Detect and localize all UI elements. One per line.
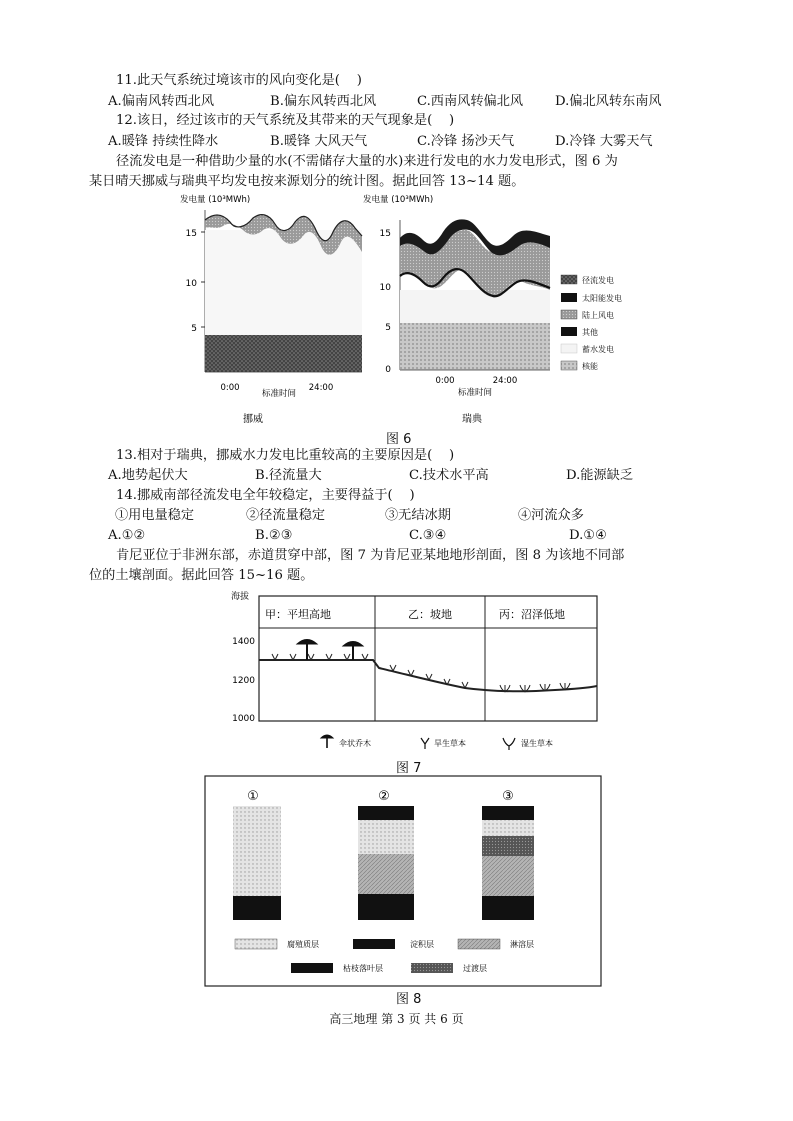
q11-option-c: C.西南风转偏北风 [417, 94, 524, 109]
q11-stem: 11.此天气系统过境该市的风向变化是( ) [116, 73, 362, 88]
fig8-legend-eluvial: 淋溶层 [510, 940, 534, 949]
fig6-left-xlabel: 标准时间 [261, 389, 297, 399]
fig8-profile-1-label: ① [247, 789, 259, 804]
fig6-legend-other: 其他 [582, 328, 598, 337]
fig8-legend-humus: 腐殖质层 [287, 940, 319, 949]
fig6-left-name: 挪威 [243, 414, 263, 425]
q14-item-3: ③无结冰期 [385, 508, 451, 523]
q13-option-b: B.径流量大 [255, 468, 322, 483]
q14-item-1: ①用电量稳定 [115, 508, 195, 523]
intro2-line2: 位的土壤剖面。据此回答 15~16 题。 [89, 568, 314, 583]
fig6-legend-solar: 太阳能发电 [582, 294, 622, 303]
q12-option-c: C.冷锋 扬沙天气 [417, 134, 515, 149]
fig7-caption: 图 7 [396, 761, 422, 776]
fig6-legend-onshore-wind: 陆上风电 [582, 311, 614, 320]
fig6-right-xlabel: 标准时间 [457, 388, 493, 398]
fig7-zone-yi: 乙：坡地 [408, 608, 452, 621]
fig6-left-xtick-0000: 0:00 [220, 383, 240, 393]
fig7-zone-jia: 甲：平坦高地 [265, 608, 331, 621]
fig8-profile-3-label: ③ [502, 789, 514, 804]
fig8-legend-illuvial: 淀积层 [410, 940, 434, 949]
fig6-left-xtick-2400: 24:00 [308, 383, 334, 393]
figure-8 [203, 774, 603, 988]
fig6-right-ytick-0: 0 [385, 365, 391, 375]
q12-option-a: A.暖锋 持续性降水 [108, 134, 219, 149]
fig6-left-unit-label: 发电量 (10³MWh) [180, 195, 251, 205]
q14-option-a: A.①② [108, 528, 146, 543]
q14-stem: 14.挪威南部径流发电全年较稳定，主要得益于( ) [116, 488, 415, 503]
intro1-line1: 径流发电是一种借助少量的水(不需储存大量的水)来进行发电的水力发电形式，图 6 为 [116, 154, 618, 169]
q14-option-b: B.②③ [255, 528, 293, 543]
q11-option-a: A.偏南风转西北风 [108, 94, 215, 109]
q12-stem: 12.该日，经过该市的天气系统及其带来的天气现象是( ) [116, 113, 455, 128]
fig8-caption: 图 8 [396, 992, 422, 1007]
fig6-right-name: 瑞典 [462, 414, 482, 425]
intro1-line2: 某日晴天挪威与瑞典平均发电按来源划分的统计图。据此回答 13~14 题。 [89, 174, 525, 189]
fig6-left-ytick-15: 15 [185, 229, 197, 239]
fig7-legend-dry-grass: 旱生草本 [434, 739, 466, 748]
fig6-legend-runoff: 径流发电 [582, 276, 614, 285]
q11-option-b: B.偏东风转西北风 [270, 94, 377, 109]
fig6-right-xtick-0000: 0:00 [435, 376, 455, 386]
q14-option-c: C.③④ [409, 528, 447, 543]
fig7-ytick-1000: 1000 [232, 714, 255, 724]
fig7-ytick-1200: 1200 [232, 676, 255, 686]
fig7-zone-bing: 丙：沼泽低地 [499, 608, 565, 621]
page-footer: 高三地理 第 3 页 共 6 页 [329, 1012, 464, 1026]
q13-stem: 13.相对于瑞典，挪威水力发电比重较高的主要原因是( ) [116, 448, 455, 463]
fig6-right-ytick-5: 5 [385, 323, 391, 333]
fig7-legend-wet-grass: 湿生草本 [521, 739, 553, 748]
fig7-ylabel: 海拔 [231, 592, 250, 602]
fig8-profile-1 [233, 806, 281, 896]
figure-7 [225, 588, 605, 756]
fig7-legend-tree: 伞状乔木 [339, 739, 371, 748]
q14-option-d: D.①④ [569, 528, 607, 543]
q13-option-d: D.能源缺乏 [566, 468, 634, 483]
fig6-right-ytick-15: 15 [379, 229, 391, 239]
fig6-legend-reservoir: 蓄水发电 [582, 345, 614, 354]
figure-6 [175, 190, 585, 430]
q13-option-a: A.地势起伏大 [108, 468, 188, 483]
fig6-right-xtick-2400: 24:00 [492, 376, 518, 386]
q14-item-2: ②径流量稳定 [246, 508, 326, 523]
fig6-legend-nuclear: 核能 [582, 362, 598, 371]
fig6-left-ytick-10: 10 [185, 279, 197, 289]
fig6-left-ytick-5: 5 [191, 324, 197, 334]
fig8-profile-3 [482, 806, 534, 820]
fig8-profile-2 [358, 806, 414, 820]
fig7-ytick-1400: 1400 [232, 637, 255, 647]
fig6-caption: 图 6 [386, 432, 412, 447]
q12-option-b: B.暖锋 大风天气 [270, 134, 368, 149]
fig6-right-ytick-10: 10 [379, 283, 391, 293]
q13-option-c: C.技术水平高 [409, 468, 489, 483]
intro2-line1: 肯尼亚位于非洲东部，赤道贯穿中部，图 7 为肯尼亚某地地形剖面，图 8 为该地不同部 [116, 548, 625, 563]
q12-option-d: D.冷锋 大雾天气 [555, 134, 653, 149]
q11-option-d: D.偏北风转东南风 [555, 94, 662, 109]
fig8-profile-2-label: ② [378, 789, 390, 804]
q14-item-4: ④河流众多 [518, 508, 584, 523]
fig6-right-unit-label: 发电量 (10³MWh) [363, 195, 434, 205]
fig8-legend-litter: 枯枝落叶层 [343, 964, 383, 973]
fig8-legend-transition: 过渡层 [463, 964, 487, 973]
